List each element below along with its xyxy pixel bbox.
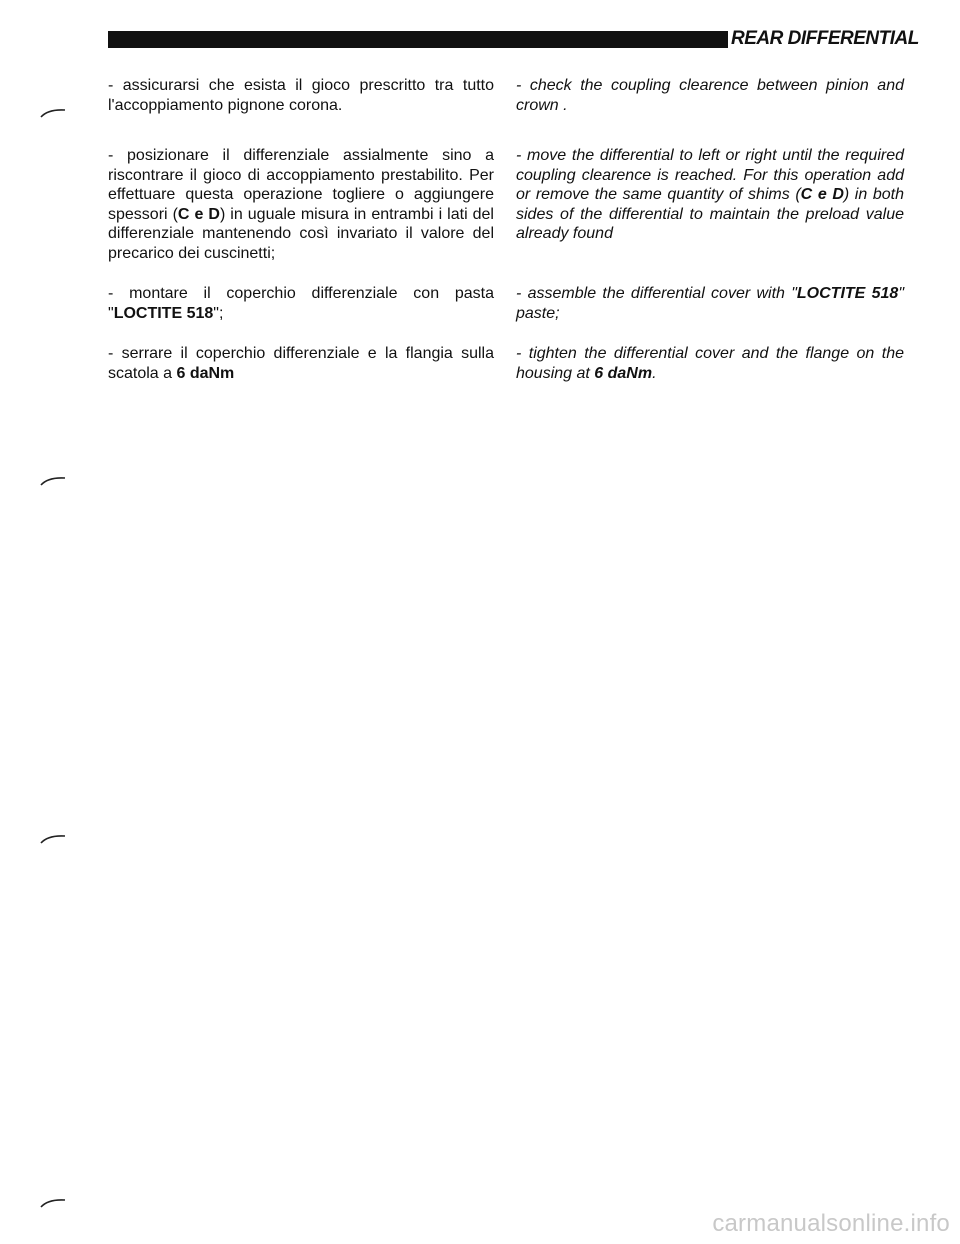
italian-paragraph bbox=[108, 284, 494, 323]
paragraph-text: - montare il coperchio differenziale con pasta " bbox=[108, 285, 494, 322]
italian-paragraph bbox=[108, 76, 494, 115]
paragraph-text: . bbox=[652, 364, 657, 382]
binding-mark-icon bbox=[40, 1198, 66, 1208]
english-paragraph bbox=[516, 284, 904, 323]
paragraph-text: "; bbox=[213, 304, 224, 322]
english-paragraph bbox=[516, 344, 904, 383]
paragraph-text: - assicurarsi che esista il gioco prescritto tra tutto l'accoppiamento pignone corona. bbox=[108, 77, 494, 114]
binding-mark-icon bbox=[40, 108, 66, 118]
paragraph-text: ) in uguale misura in entrambi i lati del differenziale mantenendo così invariato il valore del precarico dei cuscinetti; bbox=[108, 205, 494, 262]
binding-mark-icon bbox=[40, 476, 66, 486]
section-title: REAR DIFFERENTIAL bbox=[731, 28, 919, 49]
shim-reference: C e D bbox=[800, 186, 844, 203]
paragraph-text: - posizionare il differenziale assialmente sino a riscontrare il gioco di accoppiamento prestabilito. Per effettuare questa operazione togliere o aggiungere spessori ( bbox=[108, 147, 494, 223]
paragraph-text: - move the differential to left or right until the required coupling clearence is reached. For this operation add or remove the same quantity of shims ( bbox=[516, 147, 904, 203]
binding-mark-icon bbox=[40, 834, 66, 844]
english-paragraph bbox=[516, 76, 904, 115]
site-watermark: carmanualsonline.info bbox=[712, 1210, 950, 1237]
italian-paragraph bbox=[108, 344, 494, 383]
torque-value: 6 daNm bbox=[176, 364, 235, 382]
paragraph-text: - tighten the differential cover and the flange on the housing at bbox=[516, 345, 904, 382]
english-paragraph bbox=[516, 146, 904, 244]
paragraph-text: - check the coupling clearence between pinion and crown . bbox=[516, 77, 904, 114]
paragraph-text: ) in both sides of the differential to maintain the preload value already found bbox=[516, 186, 904, 242]
paragraph-text: " paste; bbox=[516, 285, 905, 322]
torque-value: 6 daNm bbox=[594, 364, 653, 382]
shim-reference: C e D bbox=[177, 205, 220, 223]
sealant-name: LOCTITE 518 bbox=[113, 304, 214, 322]
sealant-name: LOCTITE 518 bbox=[796, 285, 899, 302]
paragraph-text: - serrare il coperchio differenziale e la flangia sulla scatola a bbox=[108, 345, 494, 382]
italian-paragraph bbox=[108, 146, 494, 263]
paragraph-text: - assemble the differential cover with " bbox=[516, 285, 797, 302]
header-bar bbox=[108, 31, 728, 48]
